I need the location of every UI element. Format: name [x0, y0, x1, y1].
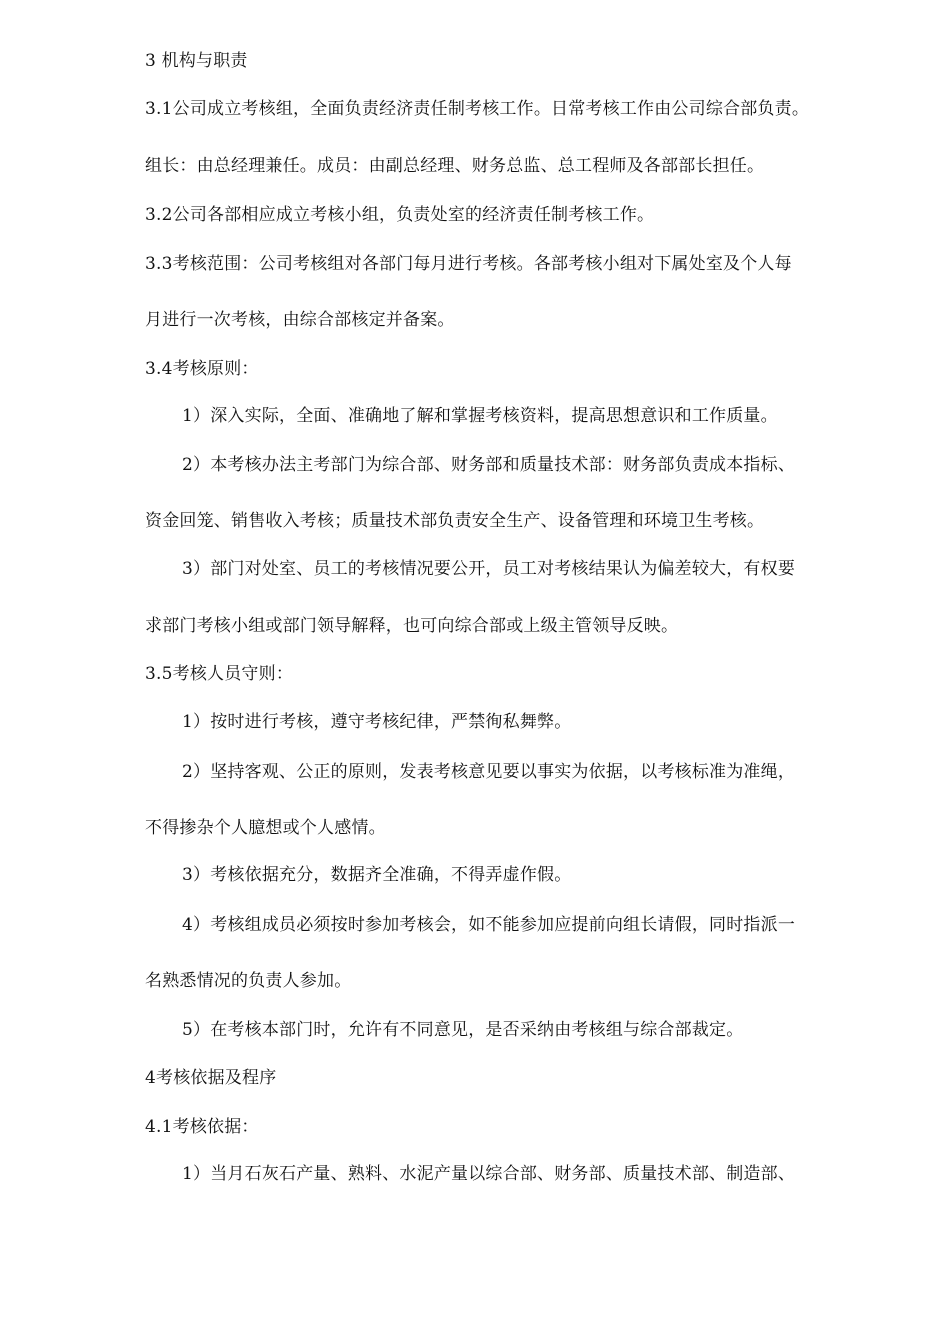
- subheading-3-5: 3.5考核人员守则：: [145, 664, 294, 684]
- rule-item-4: 4）考核组成员必须按时参加考核会，如不能参加应提前向组长请假，同时指派一: [182, 915, 796, 935]
- paragraph-3-2: 3.2公司各部相应成立考核小组，负责处室的经济责任制考核工作。: [145, 205, 655, 225]
- principle-item-1: 1）深入实际，全面、准确地了解和掌握考核资料，提高思想意识和工作质量。: [182, 406, 778, 426]
- rule-item-5: 5）在考核本部门时，允许有不同意见，是否采纳由考核组与综合部裁定。: [182, 1020, 744, 1040]
- rule-item-4-continued: 名熟悉情况的负责人参加。: [145, 971, 352, 991]
- rule-item-2: 2）坚持客观、公正的原则，发表考核意见要以事实为依据，以考核标准为准绳，: [182, 762, 796, 782]
- paragraph-3-3: 3.3考核范围：公司考核组对各部门每月进行考核。各部考核小组对下属处室及个人每: [145, 254, 792, 274]
- section-heading-4: 4考核依据及程序: [145, 1068, 277, 1088]
- principle-item-2-continued: 资金回笼、销售收入考核；质量技术部负责安全生产、设备管理和环境卫生考核。: [145, 511, 765, 531]
- principle-item-2: 2）本考核办法主考部门为综合部、财务部和质量技术部：财务部负责成本指标、: [182, 455, 796, 475]
- basis-item-1: 1）当月石灰石产量、熟料、水泥产量以综合部、财务部、质量技术部、制造部、: [182, 1164, 796, 1184]
- rule-item-2-continued: 不得掺杂个人臆想或个人感情。: [145, 818, 386, 838]
- paragraph-3-1-continued: 组长：由总经理兼任。成员：由副总经理、财务总监、总工程师及各部部长担任。: [145, 156, 765, 176]
- principle-item-3: 3）部门对处室、员工的考核情况要公开，员工对考核结果认为偏差较大，有权要: [182, 559, 796, 579]
- paragraph-3-3-continued: 月进行一次考核，由综合部核定并备案。: [145, 310, 455, 330]
- paragraph-3-1: 3.1公司成立考核组，全面负责经济责任制考核工作。日常考核工作由公司综合部负责。: [145, 99, 810, 119]
- section-heading-3: 3 机构与职责: [145, 51, 248, 71]
- rule-item-3: 3）考核依据充分，数据齐全准确，不得弄虚作假。: [182, 865, 572, 885]
- subheading-4-1: 4.1考核依据：: [145, 1117, 259, 1137]
- subheading-3-4: 3.4考核原则：: [145, 359, 259, 379]
- principle-item-3-continued: 求部门考核小组或部门领导解释，也可向综合部或上级主管领导反映。: [145, 616, 679, 636]
- rule-item-1: 1）按时进行考核，遵守考核纪律，严禁徇私舞弊。: [182, 712, 572, 732]
